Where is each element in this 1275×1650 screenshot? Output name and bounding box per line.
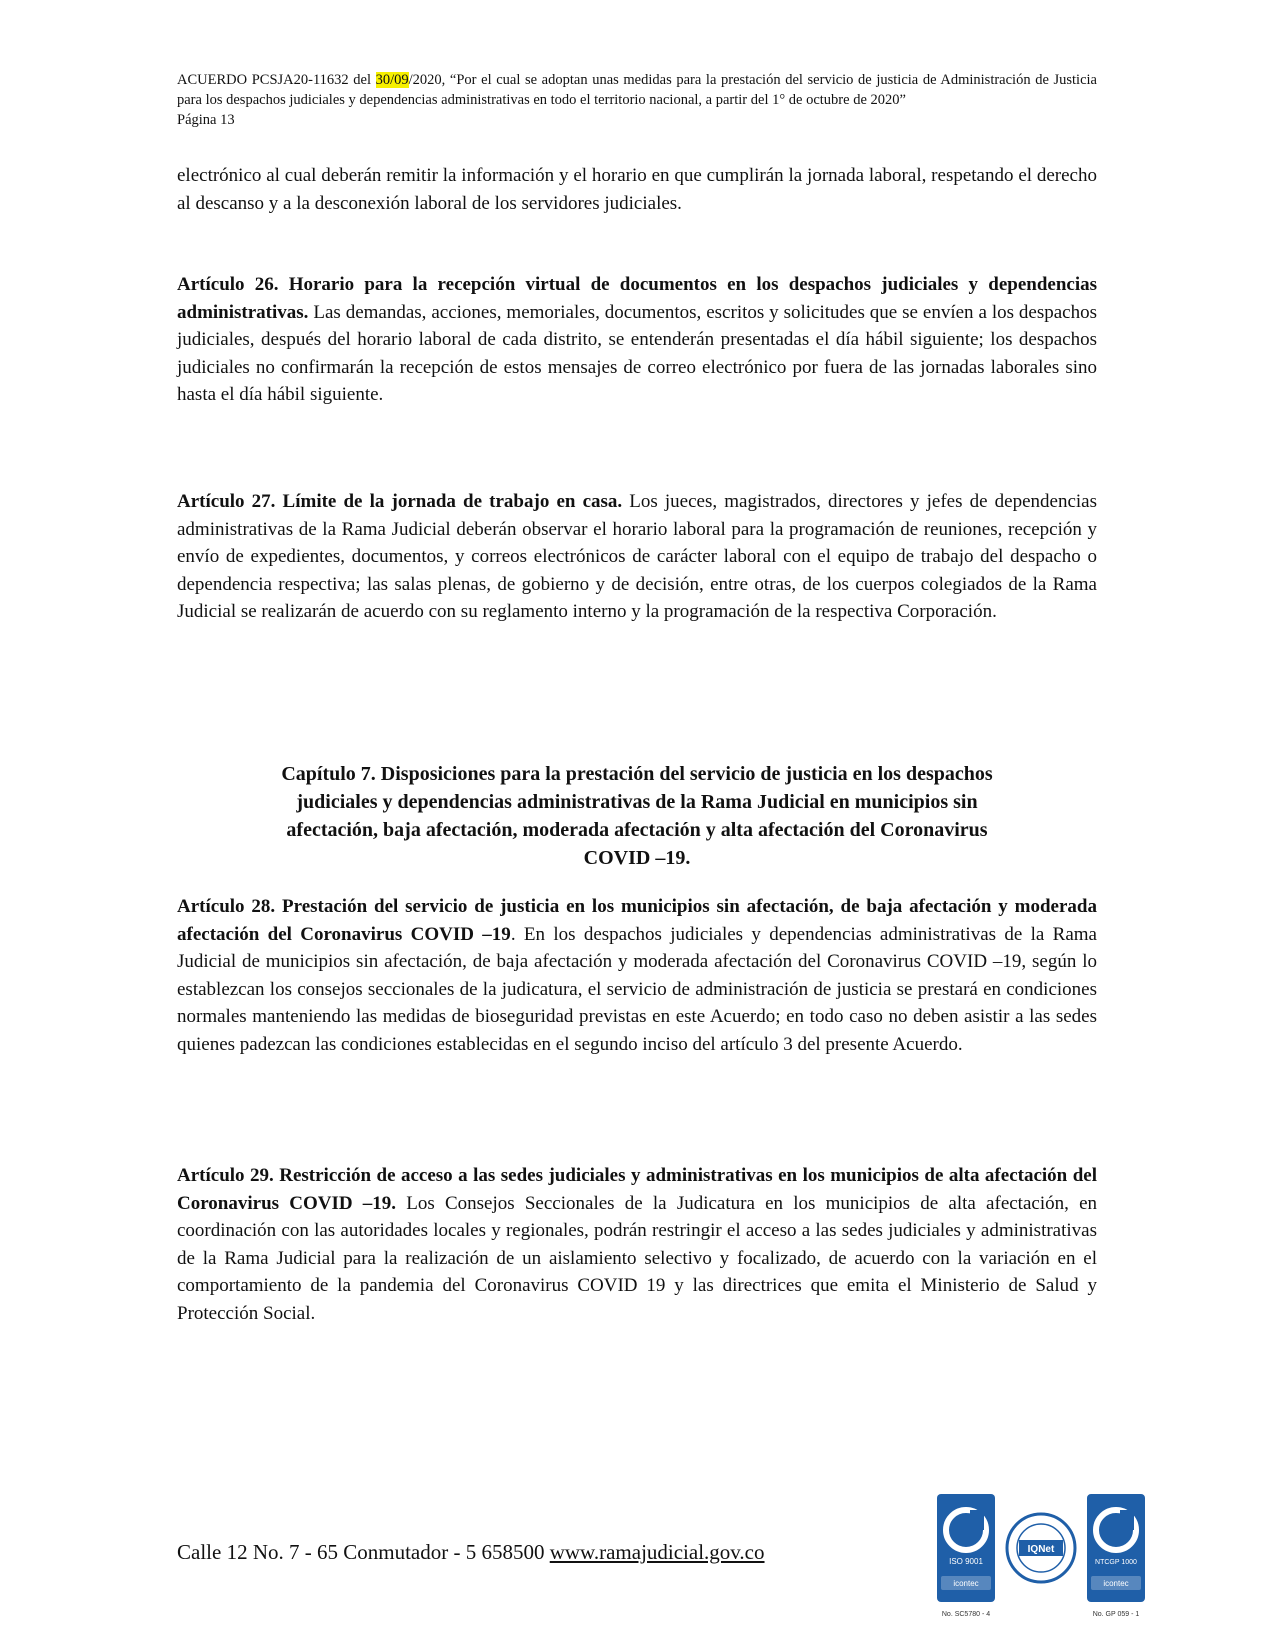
iqnet-label: IQNet xyxy=(1027,1544,1055,1555)
cert-number-1: No. SC5780 - 4 xyxy=(941,1611,991,1618)
article-28 xyxy=(177,893,1097,1058)
website-link[interactable]: www.ramajudicial.gov.co xyxy=(549,1540,765,1564)
article-27 xyxy=(177,488,1097,626)
chapter-7-heading xyxy=(177,760,1097,872)
article-29-title: Artículo 29. Restricción de acceso a las sedes judiciales y administrativas en los municipios de alta afectación del Coronavirus COVID –19. xyxy=(177,1165,1097,1214)
ntcgp-label: NTCGP 1000 xyxy=(1095,1559,1137,1566)
iqnet-logo xyxy=(1007,1514,1075,1582)
page-number: Página 13 xyxy=(177,112,235,128)
article-29 xyxy=(177,1162,1097,1327)
article-28-title: Artículo 28. Prestación del servicio de justicia en los municipios sin afectación, de baja afectación y moderada afectación del Coronavirus COVID –19 xyxy=(177,896,1097,945)
header-prefix: ACUERDO PCSJA20-11632 del xyxy=(177,72,376,88)
icontec-label-2: icontec xyxy=(1103,1579,1129,1588)
iso-9001-logo xyxy=(937,1494,995,1618)
paragraph-text: electrónico al cual deberán remitir la información y el horario en que cumplirán la jornada laboral, respetando el derecho al descanso y a la desconexión laboral de los servidores judiciales. xyxy=(177,165,1097,214)
article-26 xyxy=(177,271,1097,409)
footer-address: Calle 12 No. 7 - 65 Conmutador - 5 658500 xyxy=(177,1540,550,1564)
article-29-text: Los Consejos Seccionales de la Judicatura en los municipios de alta afectación, en coordinación con las autoridades locales y regionales, podrán restringir el acceso a las sedes judiciales y administrativas de la Rama Judicial para la realización de un aislamiento selectivo y focalizado, de acuerdo con la variación en el comportamiento de la pandemia del Coronavirus COVID 19 y las directrices que emita el Ministerio de Salud y Protección Social. xyxy=(177,1192,1098,1324)
chapter-7-text: Capítulo 7. Disposiciones para la prestación del servicio de justicia en los despachos judiciales y dependencias administrativas de la Rama Judicial en municipios sin afectación, baja afectación, moderada afectación y alta afectación del Coronavirus COVID –19. xyxy=(281,763,993,869)
ntcgp-1000-logo xyxy=(1087,1494,1145,1618)
header-date-highlight: 30/09 xyxy=(375,72,409,88)
article-27-title: Artículo 27. Límite de la jornada de trabajo en casa. xyxy=(177,491,623,512)
icontec-label-1: icontec xyxy=(953,1579,979,1588)
certification-logos xyxy=(937,1488,1147,1628)
certification-logos-svg xyxy=(937,1488,1147,1628)
header-title: /2020, “Por el cual se adoptan unas medidas para la prestación del servicio de justicia de Administración de Justicia para los despachos judiciales y dependencias administrativas en todo el territorio nacional, a partir del 1° de octubre de 2020” xyxy=(177,72,1097,108)
document-header xyxy=(177,70,1097,130)
article-27-text: Los jueces, magistrados, directores y jefes de dependencias administrativas de la Rama Judicial deberán observar el horario laboral para la programación de reuniones, recepción y envío de expedientes, documentos, y correos electrónicos de carácter laboral con el equipo de trabajo del despacho o dependencia respectiva; las salas plenas, de gobierno y de decisión, entre otras, de los cuerpos colegiados de la Rama Judicial se realizarán de acuerdo con su reglamento interno y la programación de la respectiva Corporación. xyxy=(177,491,1097,622)
article-26-text: Las demandas, acciones, memoriales, documentos, escritos y solicitudes que se envíen a los despachos judiciales, después del horario laboral de cada distrito, se entenderán presentadas el día hábil siguiente; los despachos judiciales no confirmarán la recepción de estos mensajes de correo electrónico por fuera de las jornadas laborales sino hasta el día hábil siguiente. xyxy=(177,301,1097,405)
article-28-text: . En los despachos judiciales y dependencias administrativas de la Rama Judicial de municipios sin afectación, de baja afectación y moderada afectación del Coronavirus COVID –19, según lo establezcan los consejos seccionales de la judicatura, el servicio de administración de justicia se prestará en condiciones normales manteniendo las medidas de bioseguridad previstas en este Acuerdo; en todo caso no deben asistir a las sedes quienes padezcan las condiciones establecidas en el segundo inciso del artículo 3 del presente Acuerdo. xyxy=(177,923,1097,1055)
footer xyxy=(177,1540,765,1565)
paragraph-continuation xyxy=(177,162,1097,217)
cert-number-2: No. GP 059 - 1 xyxy=(1092,1611,1140,1618)
iso-label: ISO 9001 xyxy=(949,1557,983,1566)
article-26-title: Artículo 26. Horario para la recepción virtual de documentos en los despachos judiciales y dependencias administrativas. xyxy=(177,274,1097,323)
